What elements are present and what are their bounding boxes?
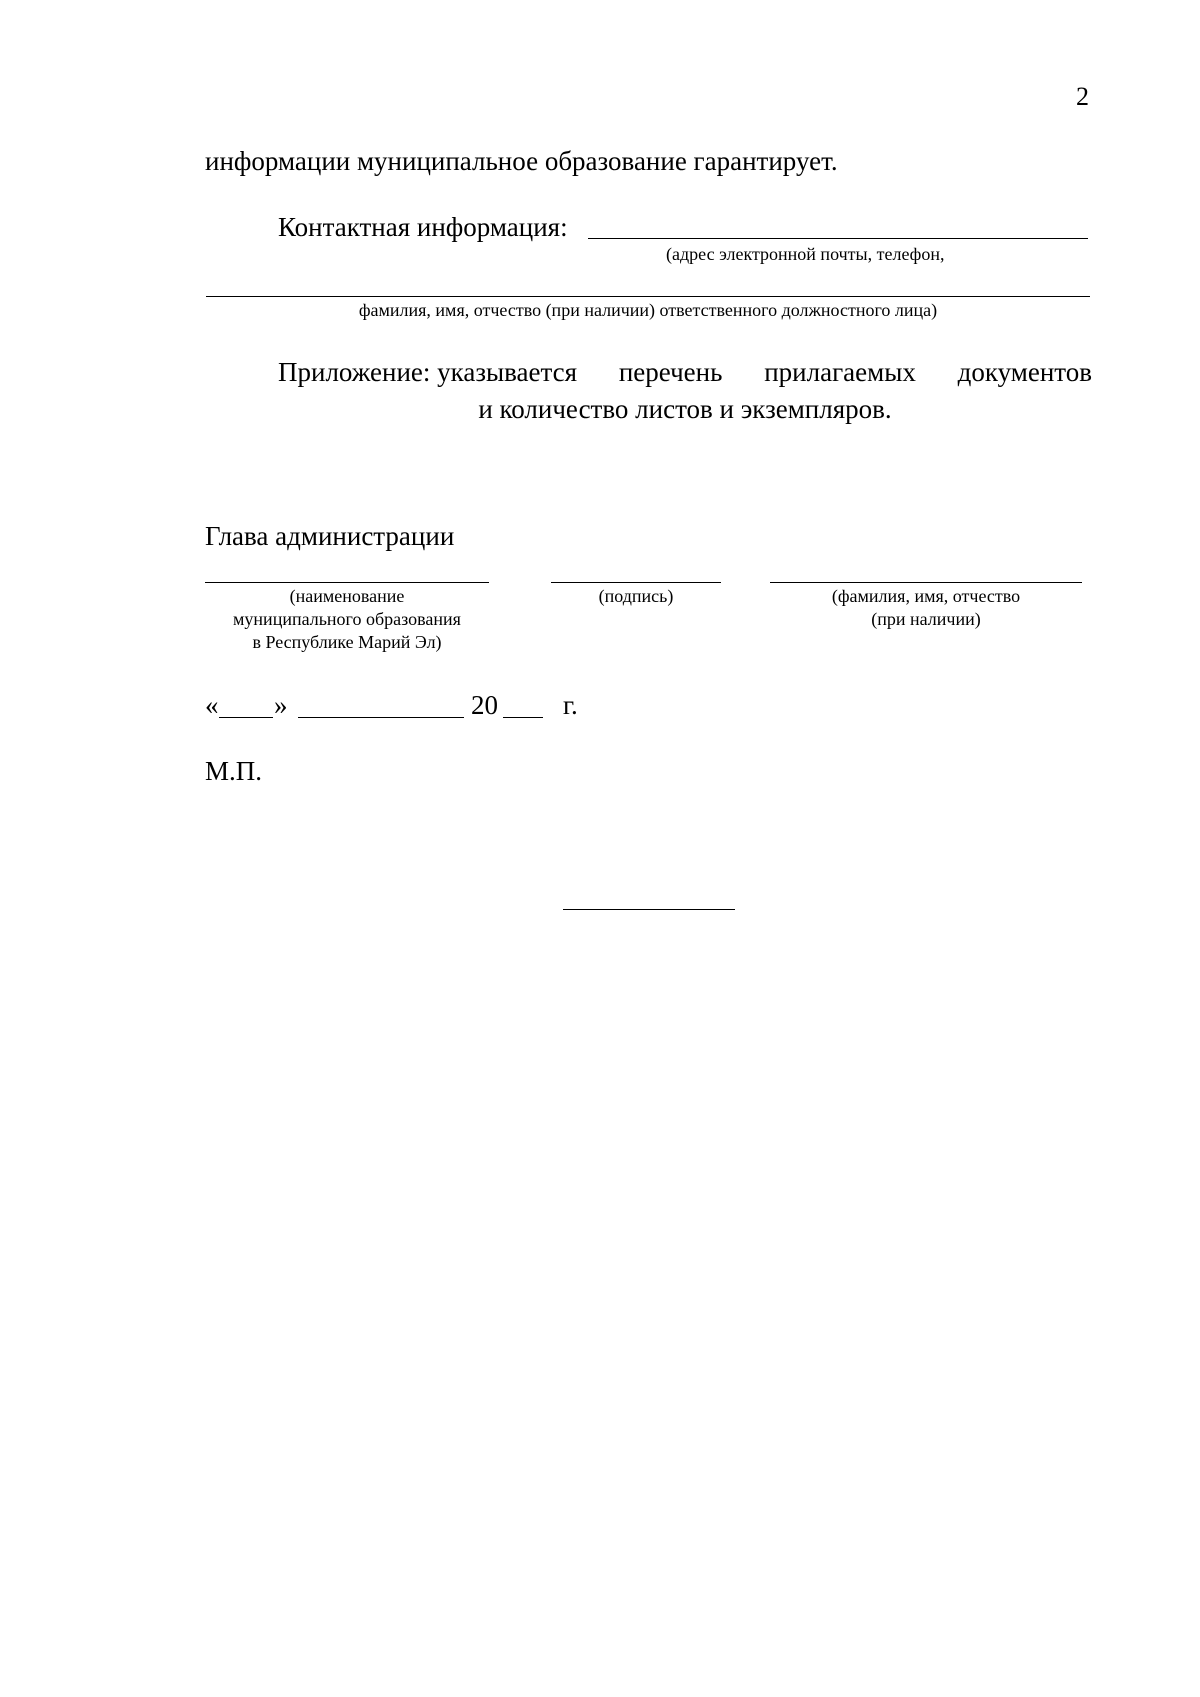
continuation-paragraph: информации муниципальное образование гарантирует. <box>205 146 838 176</box>
month-fill-line <box>298 717 464 718</box>
appendix-word: документов <box>957 357 1092 387</box>
stamp-label: М.П. <box>205 756 263 786</box>
appendix-word: прилагаемых <box>764 357 916 387</box>
year-prefix: 20 <box>471 690 498 720</box>
date-close-quote: » <box>274 690 288 720</box>
appendix-word: перечень <box>618 357 723 387</box>
contact-fill-line-1 <box>588 238 1088 239</box>
end-divider <box>563 909 735 910</box>
caption-name <box>770 585 1082 631</box>
head-title: Глава администрации <box>205 521 455 551</box>
caption-line: (фамилия, имя, отчество <box>831 586 1021 606</box>
appendix-line-1 <box>278 357 1092 388</box>
contact-fill-line-2 <box>206 296 1090 297</box>
caption-line: (наименование <box>289 586 405 606</box>
contact-hint-2: фамилия, имя, отчество (при наличии) ответственного должностного лица) <box>358 300 938 320</box>
signature-fill-line <box>551 582 721 583</box>
caption-signature <box>551 585 721 608</box>
caption-line: (при наличии) <box>871 609 981 629</box>
day-fill-line <box>219 717 273 718</box>
date-open-quote: « <box>205 690 219 720</box>
caption-line: в Республике Марий Эл) <box>252 632 442 652</box>
appendix-line-2: и количество листов и экземпляров. <box>478 394 892 424</box>
page-number: 2 <box>1076 82 1089 111</box>
year-suffix: г. <box>563 690 578 720</box>
municipality-fill-line <box>205 582 489 583</box>
contact-label: Контактная информация: <box>278 212 568 242</box>
contact-hint-1: (адрес электронной почты, телефон, <box>666 244 945 264</box>
caption-line: муниципального образования <box>233 609 461 629</box>
name-fill-line <box>770 582 1082 583</box>
caption-line: (подпись) <box>598 586 674 606</box>
caption-municipality <box>205 585 489 654</box>
year-fill-line <box>503 717 543 718</box>
appendix-word: Приложение: указывается <box>278 357 578 387</box>
